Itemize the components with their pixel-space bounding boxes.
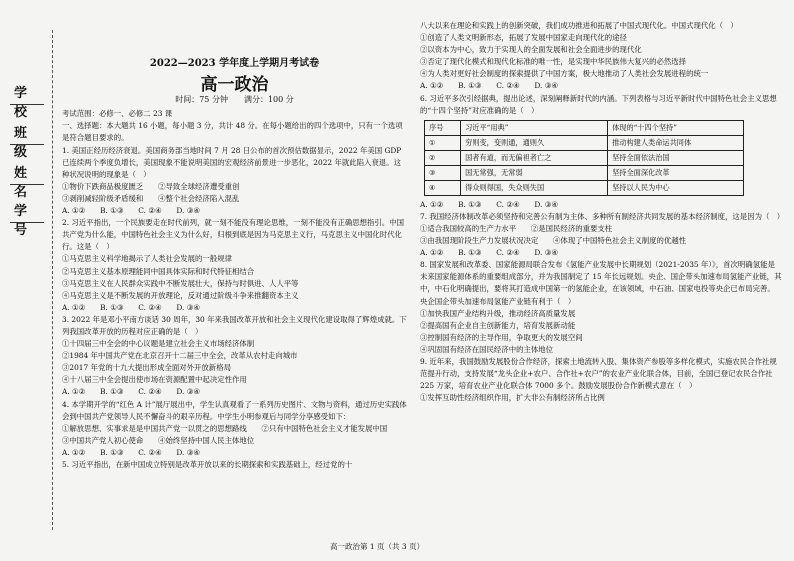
divider xyxy=(10,104,44,105)
table-cell: 穷则变，变则通，通则久 xyxy=(461,135,608,150)
table-cell: 推动构建人类命运共同体 xyxy=(608,135,744,150)
table-cell: ③ xyxy=(425,165,461,180)
question-line: ④巩固国有经济在国民经济中的主体地位 xyxy=(420,344,554,354)
question-line: 6. 习近平多次引经据典，提出论述，深刻阐释新时代的内涵。下列表格与习近平新时代中国特色社会主义思想的“十四个坚持”对应准确的是（ ） xyxy=(420,93,777,115)
question-line: A. ①② B. ①③ C. ②④ D. ③④ xyxy=(62,387,200,397)
question-line: ①物价下跌商品极度匮乏 ②导致全球经济遭受重创 xyxy=(62,181,240,191)
table-row xyxy=(425,180,744,195)
class-field-label: 班 级 xyxy=(14,126,32,160)
question-line: ③否定了现代化模式和现代化标准的唯一性，是实现中华民族伟大复兴的必然选择 xyxy=(420,57,687,67)
table-header: 习近平“用典” xyxy=(461,120,608,135)
question-line: ③控制国有经济的主导作用，争取更大的发展空间 xyxy=(420,332,583,342)
question-line: ③中国共产党人初心使命 ④始终坚持中国人民主体地位 xyxy=(62,435,255,445)
subject-title: 高一政治 xyxy=(200,75,269,96)
question-line: 一、选择题：本大题共 16 小题，每小题 3 分，共计 48 分。在每小题给出的四个选项中，只有一个选项是符合题目要求的。 xyxy=(62,121,403,143)
exam-meta: 时间：75 分钟 满分：100 分 xyxy=(175,95,294,105)
table-cell: 坚持全面深化改革 xyxy=(608,165,744,180)
exam-title: 2022—2023 学年度上学期月考试卷 xyxy=(149,58,320,69)
table-row xyxy=(425,150,744,165)
question-line: 9. 近年来，我国鼓励发展股份合作经济，探索土地流转入股、集体资产参股等多样化模式，实施农民合作社规范提升行动，支持发展“龙头企业+农户、合作社+农户”的农业产业化联合体，目前，全国已登记农民合作社 225 万家，培育农业产业化联合体 7000 多个。鼓励发展股份合作新模式意在（ ） xyxy=(420,356,777,391)
question-line: 7. 我国经济体制改革必须坚持和完善公有制为主体、多种所有制经济共同发展的基本经济制度，这是因为（ ） xyxy=(420,211,785,221)
question-line: A. ①② B. ①③ C. ②④ D. ③④ xyxy=(420,248,558,258)
question-line: ①创造了人类文明新形态，拓展了发展中国家走向现代化的途径 xyxy=(420,33,627,43)
question-line: 2. 习近平指出，一个民族要走在时代前列，就一刻不能没有理论思维，一刻不能没有正确思想指引。中国共产党为什么能，中国特色社会主义为什么好，归根到底是因为马克思主义行，马克思主义中国化时代化行。这是（ ） xyxy=(62,218,404,252)
question-line: A. ①② B. ①③ C. ②④ D. ③④ xyxy=(62,206,200,216)
question-line: ③马克思主义在人民群众实践中不断发展壮大，保持与时俱进、人人平等 xyxy=(62,278,299,288)
page-footer: 高一政治第 1 页（共 3 页） xyxy=(330,542,425,551)
question-line: ③2017 年党的十九大提出形成全面对外开放新格局 xyxy=(62,363,231,373)
question-line: ①加快我国产业结构升级，推动经济高质量发展 xyxy=(420,308,576,318)
divider xyxy=(10,222,44,223)
student-info-sidebar xyxy=(6,82,46,238)
question-line: 8. 国家发展和改革委、国家能源局联合发布《氢能产业发展中长期规划（2021-2035 年）》，首次明确氢能是未来国家能源体系的重要组成部分，并为我国制定了 15 年长远规划。央企、国企带头加速布局氢能产业链，其中，中石化明确提出，要将其打造成中国第一的氢能企业，在该领域，中石油、国家电投等央企已布局完善。央企国企带头加速布局氢能产业链有利于（ ） xyxy=(420,260,782,306)
quote-table xyxy=(424,120,744,196)
divider xyxy=(10,184,44,185)
table-cell: 得众则得国，失众则失国 xyxy=(461,180,608,195)
left-questions xyxy=(62,120,407,471)
question-line: A. ①② B. ①③ C. ②④ D. ③④ xyxy=(420,199,558,209)
question-line: 八大以来在理论和实践上的创新突破，我们成功推进和拓展了中国式现代化。中国式现代化（ ） xyxy=(420,21,738,30)
question-line: ①发挥互助性经济组织作用，扩大非公有制经济所占比例 xyxy=(420,393,605,403)
table-cell: ④ xyxy=(425,180,461,195)
question-line: ④为人类对更好社会制度的探索提供了中国方案，极大地推动了人类社会发展进程的统一 xyxy=(420,69,709,79)
question-line: 3. 2022 年是邓小平南方谈话 30 周年，30 年来我国改革开放和社会主义现代化建设取得了辉煌成就。下列我国改革开放的历程对应正确的是（ ） xyxy=(62,314,407,336)
question-line: 1. 美国正经历经济衰退。美国商务部当地时间 7 月 28 日公布的首次预估数据显示，2022 年美国 GDP 已连续两个季度负增长，美国现象不能说明美国的宏观经济前景进一步恶化，2022 年就此陷入衰退。这种状况说明的现象是（ ） xyxy=(62,145,402,179)
table-row xyxy=(425,165,744,180)
table-cell: ① xyxy=(425,135,461,150)
question-line: ②马克思主义基本原理能同中国具体实际和时代特征相结合 xyxy=(62,266,255,276)
question-line: A. ①② B. ①③ C. ②④ D. ③④ xyxy=(62,302,200,312)
question-line: 5. 习近平指出，在新中国成立特别是改革开放以来的长期探索和实践基础上，经过党的十 xyxy=(62,460,353,469)
divider xyxy=(10,144,44,145)
right-questions-top xyxy=(420,20,782,117)
question-line: ①适合我国较高的生产力水平 ②是国民经济的重要支柱 xyxy=(420,223,613,233)
table-cell: 国无常强，无常弱 xyxy=(461,165,608,180)
table-cell: 坚持全面依法治国 xyxy=(608,150,744,165)
question-line: ②1984 年中国共产党在北京召开十二届三中全会，改革从农村走向城市 xyxy=(62,351,298,361)
school-field-label: 学 校 xyxy=(14,86,32,120)
table-header: 序号 xyxy=(425,120,461,135)
left-column xyxy=(62,0,407,471)
question-line: ④马克思主义是不断发展的开放理论，反对通过阶级斗争来推翻资本主义 xyxy=(62,290,299,300)
table-row xyxy=(425,135,744,150)
student-id-field-label: 学 号 xyxy=(14,204,32,238)
question-line: ①解放思想、实事求是是中国共产党一以贯之的思想路线 ②只有中国特色社会主义才能发展中国 xyxy=(62,423,388,433)
question-line: ①十四届三中全会的中心议题是建立社会主义市场经济体制 xyxy=(62,339,255,349)
question-line: ②以资本为中心，致力于实现人的全面发展和社会全面进步的现代化 xyxy=(420,45,642,55)
right-column xyxy=(420,0,785,404)
name-field-label: 姓 名 xyxy=(14,166,32,200)
question-line: ①马克思主义科学地揭示了人类社会发展的一般规律 xyxy=(62,254,232,264)
table-cell: 坚持以人民为中心 xyxy=(608,180,744,195)
table-cell: ② xyxy=(425,150,461,165)
right-questions-bottom xyxy=(420,199,785,405)
question-line: ②提高国有企业自主创新能力，培育发展新动能 xyxy=(420,320,576,330)
table-header: 体现的“十四个坚持” xyxy=(608,120,744,135)
binding-line xyxy=(52,30,53,530)
exam-scope: 考试范围：必修一、必修二 23 课 xyxy=(62,109,173,119)
question-line: 4. 本学期开学的“红色 A 计”展厅展出中，学生认真观看了一系列历史图片、文物与资料，通过历史实践体会到中国共产党领导人民不懈奋斗的艰辛历程。中学生小明参观后与同学分享感受如下： xyxy=(62,399,407,421)
question-line: A. ①② B. ①③ C. ②④ D. ③④ xyxy=(62,447,200,457)
question-line: ④十八届三中全会提出使市场在资源配置中起决定性作用 xyxy=(62,375,247,385)
question-line: A. ①② B. ①③ C. ②④ D. ③④ xyxy=(420,81,558,91)
question-line: ③剥削减轻阶级矛盾缓和 ④整个社会经济陷入混乱 xyxy=(62,193,240,203)
table-cell: 国者有道，而无偏袒者亡之 xyxy=(461,150,608,165)
question-line: ③由我国现阶段生产力发展状况决定 ④体现了中国特色社会主义制度的优越性 xyxy=(420,236,687,246)
